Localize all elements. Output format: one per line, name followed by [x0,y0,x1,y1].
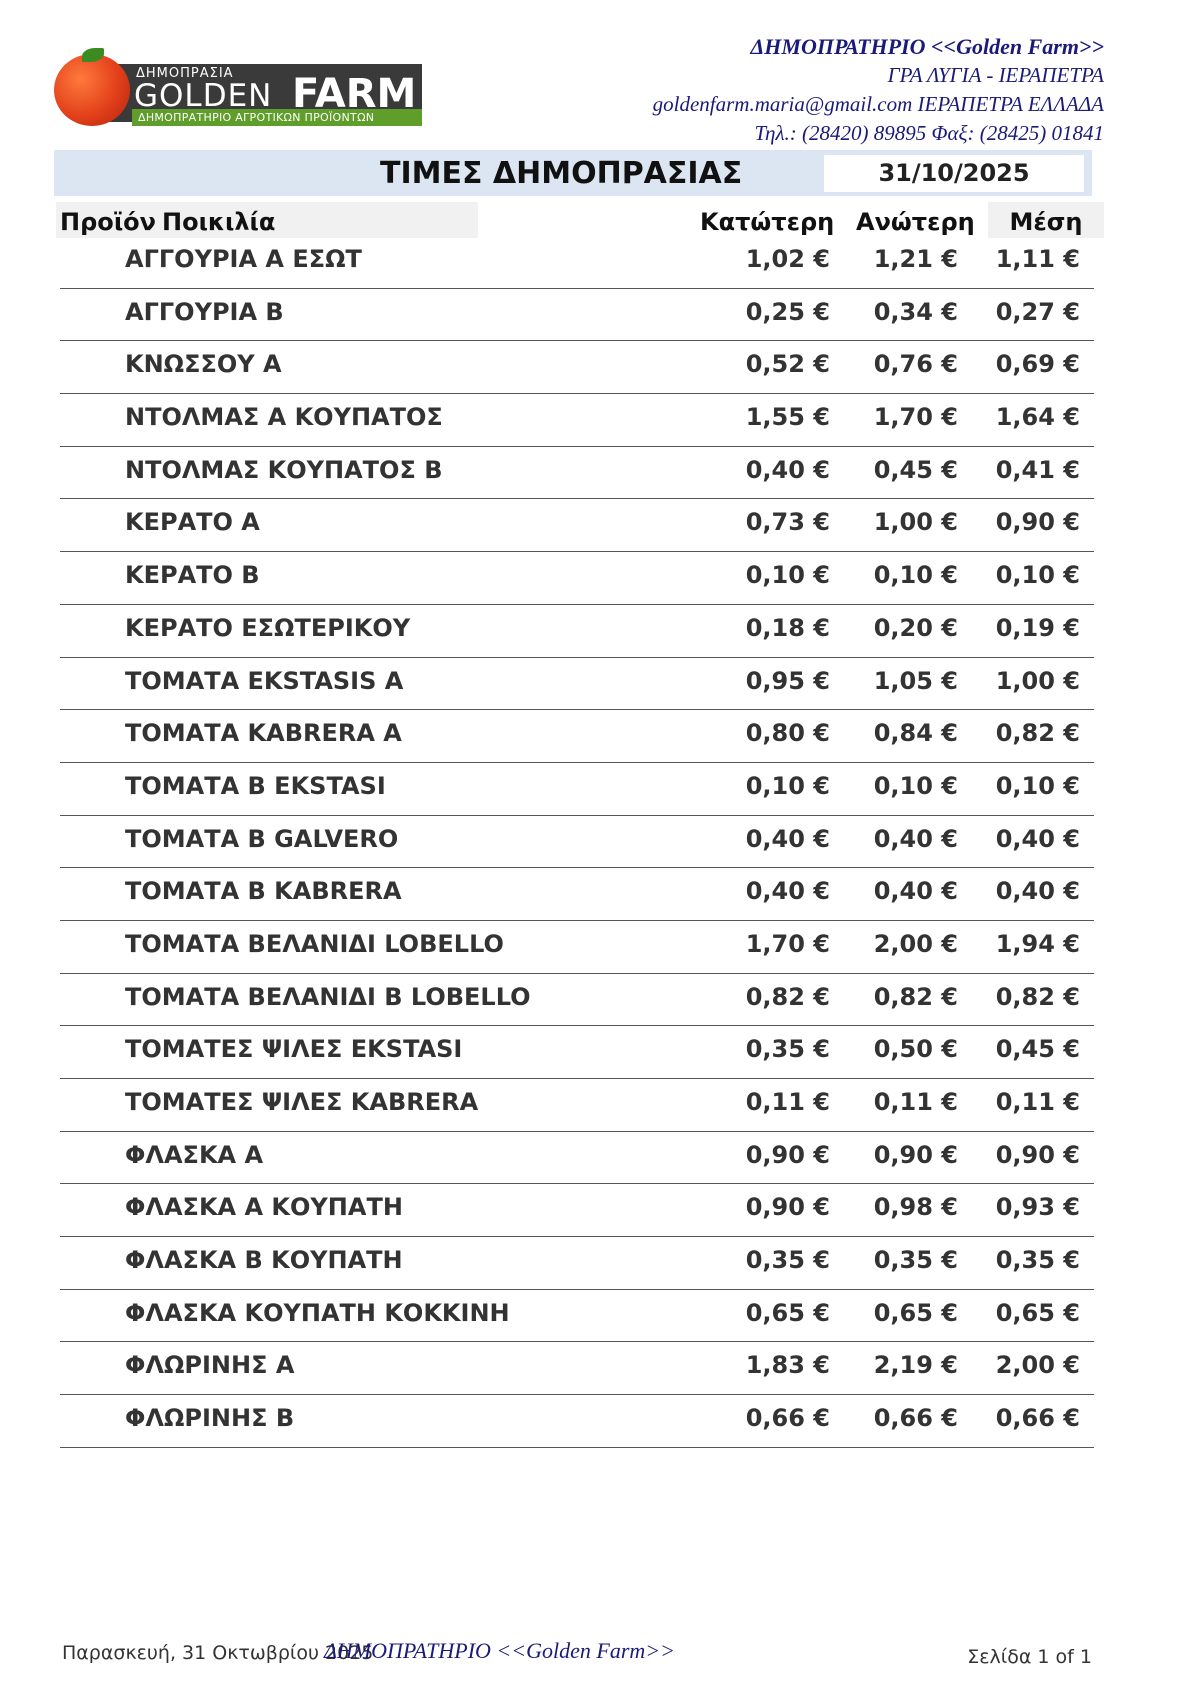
price-high: 0,40 € [873,877,958,906]
variety-name: ΦΛΑΣΚΑ ΚΟΥΠΑΤΗ ΚΟΚΚΙΝΗ [125,1298,510,1327]
price-high: 0,45 € [873,455,958,484]
price-high: 1,05 € [873,666,958,695]
price-high: 0,35 € [873,1246,958,1275]
variety-name: ΦΛΩΡΙΝΗΣ Α [125,1351,295,1380]
price-low: 0,35 € [745,1035,830,1064]
variety-name: ΤΟΜΑΤΕΣ ΨΙΛΕΣ KABRERA [125,1088,479,1116]
price-avg: 0,35 € [995,1246,1080,1275]
price-avg: 0,27 € [995,297,1080,326]
variety-name: ΦΛΩΡΙΝΗΣ Β [125,1404,295,1433]
page-title: ΤΙΜΕΣ ΔΗΜΟΠΡΑΣΙΑΣ [380,156,743,191]
company-name: ΔΗΜΟΠΡΑΤΗΡΙΟ <<Golden Farm>> [750,34,1104,59]
footer-company: ΔΗΜΟΠΡΑΤΗΡΙΟ <<Golden Farm>> [324,1638,675,1663]
table-row [60,1290,1094,1343]
table-row [60,605,1094,658]
variety-name: ΦΛΑΣΚΑ Α ΚΟΥΠΑΤΗ [125,1193,403,1222]
price-avg: 0,40 € [995,877,1080,906]
price-high: 0,10 € [873,771,958,800]
column-header-product: Προϊόν [56,202,158,238]
price-avg: 0,82 € [995,982,1080,1011]
table-row [60,1184,1094,1237]
table-row [60,868,1094,921]
price-low: 1,70 € [745,929,830,958]
price-low: 0,73 € [745,508,830,537]
price-high: 1,00 € [873,508,958,537]
table-row [60,1395,1094,1448]
company-address: ΓΡΑ ΛΥΓΙΑ - ΙΕΡΑΠΕΤΡΑ [887,63,1104,87]
price-avg: 0,11 € [995,1088,1080,1116]
table-row [60,236,1094,289]
contact-block [653,32,1104,148]
variety-name: ΤΟΜΑΤΑ KABRERA Α [125,719,402,748]
price-low: 0,52 € [745,350,830,379]
logo-subtitle: ΔΗΜΟΠΡΑΤΗΡΙΟ ΑΓΡΟΤΙΚΩΝ ΠΡΟΪΟΝΤΩΝ [138,111,375,124]
variety-name: ΑΓΓΟΥΡΙΑ Α ΕΣΩΤ [125,245,362,273]
variety-name: ΤΟΜΑΤΑ EKSTASIS Α [125,666,404,695]
table-row [60,394,1094,447]
price-low: 0,11 € [745,1088,830,1116]
variety-name: ΤΟΜΑΤΑ ΒΕΛΑΝΙΔΙ Β LOBELLO [125,982,531,1011]
price-low: 0,35 € [745,1246,830,1275]
logo-farm-text: FARM [292,71,417,117]
variety-name: ΤΟΜΑΤΑ Β EKSTASI [125,771,386,800]
price-avg: 2,00 € [995,1351,1080,1380]
price-high: 0,50 € [873,1035,958,1064]
price-high: 0,40 € [873,824,958,853]
price-high: 0,76 € [873,350,958,379]
variety-name: ΑΓΓΟΥΡΙΑ Β [125,297,284,326]
price-high: 0,98 € [873,1193,958,1222]
price-low: 0,10 € [745,771,830,800]
price-low: 0,66 € [745,1404,830,1433]
table-row [60,658,1094,711]
price-low: 0,40 € [745,455,830,484]
price-low: 1,02 € [745,245,830,273]
price-avg: 0,90 € [995,1140,1080,1169]
price-avg: 1,11 € [995,245,1080,273]
price-avg: 0,41 € [995,455,1080,484]
price-avg: 0,19 € [995,613,1080,642]
variety-name: ΤΟΜΑΤΕΣ ΨΙΛΕΣ EKSTASI [125,1035,463,1064]
price-low: 0,95 € [745,666,830,695]
column-header-high: Ανώτερη [856,208,975,236]
table-row [60,763,1094,816]
price-low: 0,40 € [745,877,830,906]
price-table [60,236,1094,1448]
table-row [60,1237,1094,1290]
variety-name: ΤΟΜΑΤΑ ΒΕΛΑΝΙΔΙ LOBELLO [125,929,504,958]
price-high: 0,20 € [873,613,958,642]
price-avg: 0,66 € [995,1404,1080,1433]
price-low: 0,80 € [745,719,830,748]
price-high: 0,34 € [873,297,958,326]
variety-name: ΝΤΟΛΜΑΣ ΚΟΥΠΑΤΟΣ Β [125,455,443,484]
price-high: 0,65 € [873,1298,958,1327]
table-row [60,816,1094,869]
logo-small-text: ΔΗΜΟΠΡΑΣΙΑ [136,66,234,81]
table-row [60,710,1094,763]
table-row [60,341,1094,394]
price-low: 0,25 € [745,297,830,326]
price-high: 0,84 € [873,719,958,748]
column-header-avg: Μέση [988,202,1104,238]
variety-name: ΤΟΜΑΤΑ Β GALVERO [125,824,399,853]
table-row [60,552,1094,605]
tomato-icon [54,54,130,126]
price-low: 1,55 € [745,403,830,432]
price-avg: 0,40 € [995,824,1080,853]
price-avg: 0,10 € [995,561,1080,590]
footer-page-number: Σελίδα 1 of 1 [967,1646,1092,1668]
price-high: 0,11 € [873,1088,958,1116]
price-high: 2,00 € [873,929,958,958]
price-low: 0,10 € [745,561,830,590]
price-low: 0,82 € [745,982,830,1011]
price-avg: 0,82 € [995,719,1080,748]
price-high: 0,82 € [873,982,958,1011]
price-high: 0,90 € [873,1140,958,1169]
price-avg: 0,93 € [995,1193,1080,1222]
table-row [60,921,1094,974]
logo-golden-text: GOLDEN [134,78,273,114]
variety-name: ΚΕΡΑΤΟ Α [125,508,260,537]
price-avg: 0,45 € [995,1035,1080,1064]
price-high: 0,66 € [873,1404,958,1433]
table-row [60,289,1094,342]
price-avg: 1,64 € [995,403,1080,432]
footer-date: Παρασκευή, 31 Οκτωβρίου 2025 [62,1642,374,1664]
price-low: 0,90 € [745,1140,830,1169]
table-row [60,1079,1094,1132]
company-phones: Τηλ.: (28420) 89895 Φαξ: (28425) 01841 [754,121,1104,145]
variety-name: ΦΛΑΣΚΑ Α [125,1140,264,1169]
price-avg: 1,00 € [995,666,1080,695]
price-high: 2,19 € [873,1351,958,1380]
company-logo [54,48,424,126]
price-low: 1,83 € [745,1351,830,1380]
column-header-variety: Ποικιλία [158,202,478,238]
price-low: 0,18 € [745,613,830,642]
variety-name: ΚΕΡΑΤΟ Β [125,561,260,590]
price-low: 0,65 € [745,1298,830,1327]
table-row [60,447,1094,500]
price-high: 1,70 € [873,403,958,432]
variety-name: ΦΛΑΣΚΑ Β ΚΟΥΠΑΤΗ [125,1246,403,1275]
variety-name: ΚΝΩΣΣΟΥ Α [125,350,282,379]
variety-name: ΤΟΜΑΤΑ Β KABRERA [125,877,402,906]
price-avg: 0,69 € [995,350,1080,379]
price-avg: 1,94 € [995,929,1080,958]
price-low: 0,40 € [745,824,830,853]
price-low: 0,90 € [745,1193,830,1222]
variety-name: ΚΕΡΑΤΟ ΕΣΩΤΕΡΙΚΟΥ [125,613,411,642]
table-row [60,499,1094,552]
price-high: 1,21 € [873,245,958,273]
table-row [60,1026,1094,1079]
price-high: 0,10 € [873,561,958,590]
variety-name: ΝΤΟΛΜΑΣ Α ΚΟΥΠΑΤΟΣ [125,403,443,432]
table-row [60,1342,1094,1395]
company-email: goldenfarm.maria@gmail.com ΙΕΡΑΠΕΤΡΑ ΕΛΛΑΔΑ [652,92,1104,116]
column-header-low: Κατώτερη [700,208,835,236]
auction-date: 31/10/2025 [824,155,1084,192]
table-row [60,974,1094,1027]
price-avg: 0,65 € [995,1298,1080,1327]
table-row [60,1132,1094,1185]
price-avg: 0,90 € [995,508,1080,537]
price-avg: 0,10 € [995,771,1080,800]
